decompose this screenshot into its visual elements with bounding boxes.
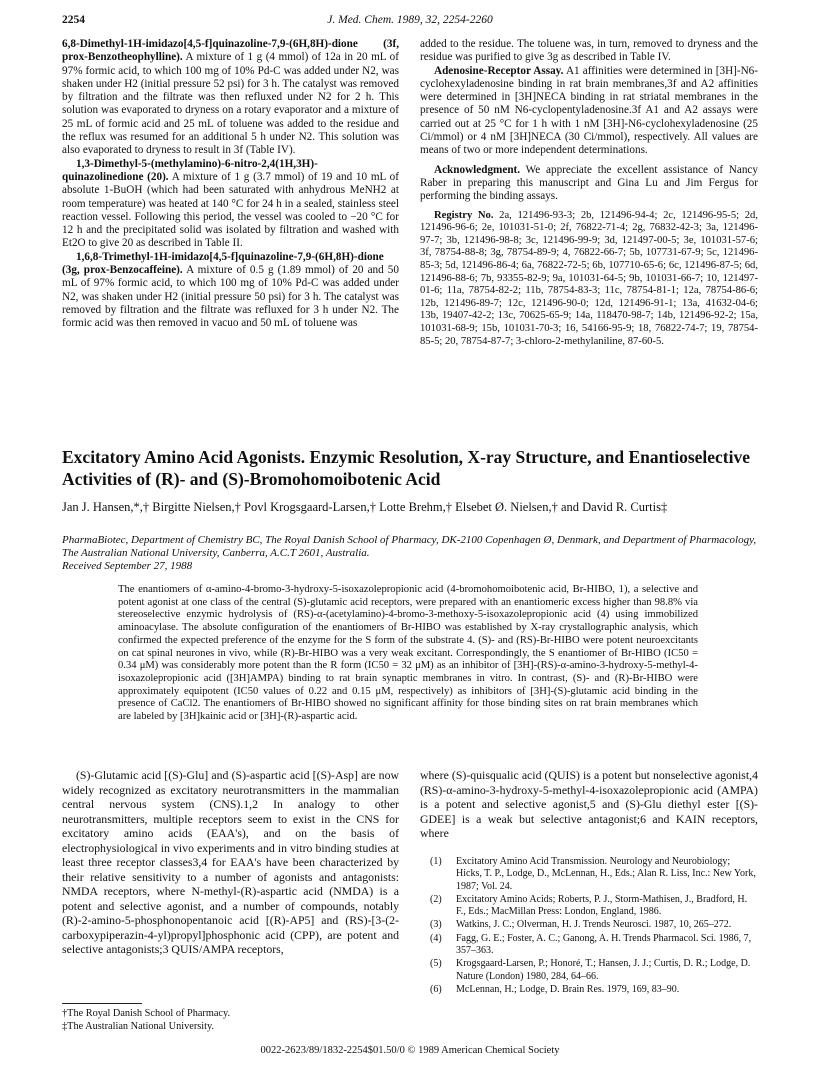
registry-numbers: [420, 210, 758, 349]
body-text-right: [420, 768, 758, 841]
paragraph-3f: [62, 38, 399, 158]
reference-list: [430, 856, 758, 997]
body-paragraph: where (S)-quisqualic acid (QUIS) is a potent but nonselective agonist,4 (RS)-α-amino-3-hydroxy-5-methyl-4-isoxazolepropionic acid (AMPA) is a potent and selective agonist,5 and (S)-Glu diethyl ester [(S)-GDEE] is a weak but selective antagonist;6 and KAIN receptors, where: [420, 768, 758, 840]
top-left-column: [62, 38, 399, 331]
paragraph-assay: [420, 65, 758, 158]
abstract: The enantiomers of α-amino-4-bromo-3-hydroxy-5-isoxazolepropionic acid (4-bromohomoibotenic acid, Br-HIBO, 1), a selective and potent agonist at one class of the central (S)-glutamic acid receptors, were prepared with an enantiomeric excess higher than 98.8% via stereoselective enzymic hydrolysis of (RS)-α-(acetylamino)-4-bromo-3-methoxy-5-isoxazolepropionic acid (4) using immobilized aminoacylase. The absolute configuration of the enantiomers of Br-HIBO was established by X-ray crystallographic analysis, which confirmed the expected preference of the enzyme for the S form of the substrate 4. (S)- and (RS)-Br-HIBO were potent neuroexcitants on cat spinal neurones in vivo, while (R)-Br-HIBO was a very weak excitant. Correspondingly, the S enantiomer of Br-HIBO (IC50 = 0.34 μM) was considerably more potent than the R form (IC50 = 32 μM) as an inhibitor of [3H]-(RS)-α-amino-3-hydroxy-5-methyl-4-isoxazolepropionic acid ([3H]AMPA) binding to rat brain synaptic membranes in vitro. In contrast, (S)- and (R)-Br-HIBO were approximately equipotent (IC50 values of 0.22 and 0.15 μM, respectively) as inhibitors of [3H]-(S)-glutamic acid binding in the presence of CaCl2. The enantiomers of Br-HIBO showed no significant affinity for those binding sites on rat brain membranes which are labeled by [3H]kainic acid or [3H]-(R)-aspartic acid.: [118, 584, 698, 723]
received-date: Received September 27, 1988: [62, 560, 193, 572]
journal-citation: J. Med. Chem. 1989, 32, 2254-2260: [327, 14, 493, 26]
paragraph-text: A mixture of 1 g (4 mmol) of 12a in 20 mL of 97% formic acid, to which 100 mg of 10% Pd-C was added under N2, was shaken under H2 (initial pressure 52 psi) for 3 h. The catalyst was removed by filtration and the filtrate was then refluxed under N2 for 2 h. This solution was evaporated to dryness on a rotary evaporator and a mixture of 25 mL of formic acid and 25 mL of toluene was added to the residue and the reflux was resumed for an additional 5 h under N2. This solution was also evaporated to dryness to result in 3f (Table IV).: [62, 51, 399, 157]
compound-heading: 6,8-Dimethyl-1H-imidazo[4,5-f]quinazoline-7,9-(6H,8H)-dione (3f, prox-Benzotheophylline).: [62, 38, 399, 64]
body-paragraph: (S)-Glutamic acid [(S)-Glu] and (S)-aspartic acid [(S)-Asp] are now widely recognized as excitatory neurotransmitters in the mammalian central nervous system (CNS).1,2 In analogy to other neurotransmitters, multiple receptors seem to exist in the CNS for excitatory amino acids (EAA's), and on the basis of electrophysiological in vivo experiments and in vitro binding studies at least three receptor classes3,4 for EAA's have been characterized by their relative sensitivity to a number of agonists and antagonists: NMDA receptors, where N-methyl-(R)-aspartic acid (NMDA) is a potent and selective agonist, and a number of compounds, notably (R)-2-amino-5-phosphonopentanoic acid [(R)-AP5] and (RS)-[3-(2-carboxypiperazin-4-yl)propyl]phosphonic acid (CPP), are potent and selective antagonists;3 QUIS/AMPA receptors,: [62, 768, 399, 956]
compound-heading: 1,3-Dimethyl-5-(methylamino)-6-nitro-2,4(1H,3H)-quinazolinedione (20).: [62, 157, 318, 183]
reference-number: (3): [430, 919, 442, 931]
author-list: Jan J. Hansen,*,† Birgitte Nielsen,† Povl Krogsgaard-Larsen,† Lotte Brehm,† Elsebet Ø. Nielsen,† and David R. Curtis‡: [62, 500, 668, 514]
running-header: [62, 14, 758, 30]
compound-heading: 1,6,8-Trimethyl-1H-imidazo[4,5-f]quinazoline-7,9-(6H,8H)-dione (3g, prox-Benzocaffeine).: [62, 250, 384, 277]
top-right-column: [420, 38, 758, 348]
reference-item: [430, 894, 758, 919]
reference-number: (1): [430, 856, 442, 867]
reference-number: (5): [430, 958, 442, 970]
footnote: †The Royal Danish School of Pharmacy.: [62, 1008, 231, 1019]
reference-number: (2): [430, 893, 442, 905]
affiliation: [62, 534, 762, 573]
reference-item: [430, 984, 758, 996]
footnote-rule: [62, 1003, 142, 1004]
reference-number: (6): [430, 983, 442, 995]
paragraph-text: We appreciate the excellent assistance of Nancy Raber in preparing this manuscript and Gina Lu and Jim Fergus for performing the binding assays.: [420, 163, 758, 203]
section-heading: Acknowledgment.: [434, 163, 521, 176]
article-title: Excitatory Amino Acid Agonists. Enzymic Resolution, X-ray Structure, and Enantioselective Activities of (R)- and (S)-Bromohomoibotenic Acid: [62, 447, 750, 489]
reference-number: (4): [430, 932, 442, 944]
body-text-left: [62, 768, 399, 957]
reference-text: Excitatory Amino Acid Transmission. Neurology and Neurobiology; Hicks, T. P., Lodge, D., McLennan, H., Eds.; Alan R. Liss, Inc.: New York, 1987; Vol. 24.: [456, 856, 756, 892]
reference-text: Excitatory Amino Acids; Roberts, P. J., Storm-Mathisen, J., Bradford, H. F., Eds.; MacMillan Press: London, England, 1986.: [456, 893, 748, 918]
paragraph-text: A mixture of 0.5 g (1.89 mmol) of 20 and 50 mL of 97% formic acid, to which 100 mg of 10% Pd-C was added under N2, was shaken under H2 (initial pressure 50 psi) for 3 h. The catalyst was removed by filtration and the filtrate was refluxed for 3 h under N2. The formic acid was then removed in vacuo and 50 mL of toluene was: [62, 264, 399, 330]
paragraph-text: A1 affinities were determined in [3H]-N6-cyclohexyladenosine binding in rat brain membranes,3f and A2 affinities were determined in [3H]NECA binding in rat striatal membranes in the presence of 50 nM N6-cyclopentyladenosine.3f A1 and A2 assays were carried out at 25 °C for 1 h with 1 nM [3H]-N6-cyclohexyladenosine (25 Ci/mmol) or 4 nM [3H]NECA (30 Ci/mmol), respectively. All values are means of two or more independent determinations.: [420, 64, 758, 157]
paragraph-20: [62, 158, 399, 251]
page-number: 2254: [62, 14, 85, 26]
section-heading: Registry No.: [434, 209, 494, 221]
acknowledgment: [420, 164, 758, 204]
paragraph-continuation: added to the residue. The toluene was, in turn, removed to dryness and the residue was purified to give 3g as described in Table IV.: [420, 38, 758, 64]
paragraph-3g: [62, 251, 399, 331]
section-heading: Adenosine-Receptor Assay.: [434, 64, 564, 77]
reference-item: [430, 958, 758, 983]
paragraph-text: 2a, 121496-93-3; 2b, 121496-94-4; 2c, 121496-95-5; 2d, 121496-96-6; 2e, 101031-51-0; 2f, 76822-71-4; 2g, 76832-42-3; 3a, 121496-97-7; 3b, 121496-98-8; 3c, 121496-99-9; 3d, 121497-00-5; 3e, 101031-57-6; 3f, 78754-88-8; 3g, 78754-89-9; 4, 76822-66-7; 5b, 107731-67-9; 5c, 121496-85-3; 5d, 121496-86-4; 6a, 76822-72-5; 6b, 107710-65-6; 6c, 121496-87-5; 6d, 121496-88-6; 7b, 93355-82-9; 9a, 101031-64-5; 9b, 101031-66-7; 10, 121497-01-6; 11a, 78754-82-2; 11b, 78754-83-3; 11c, 78754-81-1; 12a, 78754-86-6; 12b, 121496-89-7; 12c, 121496-90-0; 12d, 121496-91-1; 13a, 41632-04-6; 13b, 19407-42-2; 13c, 70625-65-9; 14a, 118470-98-7; 14b, 121496-92-2; 15a, 101031-68-9; 15b, 101031-70-3; 16, 54166-95-9; 18, 76822-74-7; 19, 78754-85-5; 20, 78754-87-7; 3-chloro-2-methylaniline, 87-60-5.: [420, 209, 758, 347]
reference-item: [430, 919, 758, 931]
reference-text: McLennan, H.; Lodge, D. Brain Res. 1979, 169, 83–90.: [456, 983, 680, 995]
affiliation-text: PharmaBiotec, Department of Chemistry BC, The Royal Danish School of Pharmacy, DK-2100 Copenhagen Ø, Denmark, and Department of Pharmacology, The Australian National University, Canberra, A.C.T 2601, Australia.: [62, 534, 757, 559]
footnote: ‡The Australian National University.: [62, 1021, 215, 1032]
reference-item: [430, 933, 758, 958]
reference-item: [430, 856, 758, 893]
reference-text: Watkins, J. C.; Olverman, H. J. Trends Neurosci. 1987, 10, 265–272.: [456, 919, 732, 931]
reference-text: Krogsgaard-Larsen, P.; Honoré, T.; Hansen, J. J.; Curtis, D. R.; Lodge, D. Nature (London) 1980, 284, 64–66.: [456, 958, 751, 982]
copyright-line: 0022-2623/89/1832-2254$01.50/0 © 1989 American Chemical Society: [260, 1045, 560, 1056]
paragraph-text: A mixture of 1 g (3.7 mmol) of 19 and 10 mL of absolute 1-BuOH (which had been saturated with anhydrous MeNH2 at room temperature) was heated at 140 °C for 24 h in a sealed, stainless steel reaction vessel. Following this period, the vessel was cooled to −20 °C for 12 h and the precipitated solid was isolated by filtration and washed with Et2O to give 20 as described in Table II.: [62, 170, 399, 250]
reference-text: Fagg, G. E.; Foster, A. C.; Ganong, A. H. Trends Pharmacol. Sci. 1986, 7, 357–363.: [456, 932, 752, 957]
